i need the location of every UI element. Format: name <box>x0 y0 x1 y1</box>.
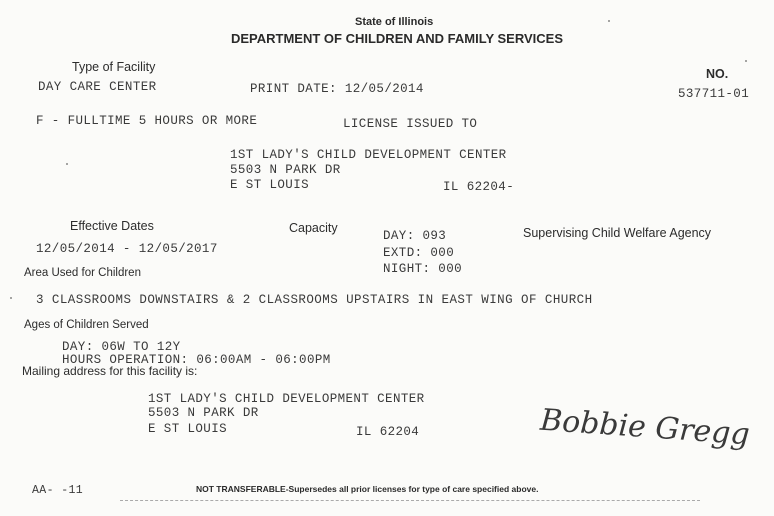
capacity-night: NIGHT: 000 <box>383 262 463 276</box>
signature: Bobbie Gregg <box>539 402 751 453</box>
mailing-name: 1ST LADY'S CHILD DEVELOPMENT CENTER <box>148 392 425 406</box>
mailing-city: E ST LOUIS <box>148 422 228 436</box>
effective-dates-value: 12/05/2014 - 12/05/2017 <box>36 242 218 256</box>
print-date: PRINT DATE: 12/05/2014 <box>250 82 424 96</box>
facility-type-label: Type of Facility <box>72 60 156 74</box>
state-title: State of Illinois <box>355 16 434 28</box>
ages-served-label: Ages of Children Served <box>24 319 149 331</box>
licensee-state-zip: IL 62204- <box>443 180 515 194</box>
mailing-street: 5503 N PARK DR <box>148 406 259 420</box>
supervising-agency-label: Supervising Child Welfare Agency <box>523 226 712 240</box>
effective-dates-label: Effective Dates <box>70 219 154 233</box>
licensee-street: 5503 N PARK DR <box>230 163 341 177</box>
hours-operation: HOURS OPERATION: 06:00AM - 06:00PM <box>62 353 331 367</box>
not-transferable-notice: NOT TRANSFERABLE-Supersedes all prior licenses for type of care specified above. <box>196 484 539 494</box>
scan-speck <box>608 20 610 22</box>
facility-type-value: DAY CARE CENTER <box>38 80 157 94</box>
scan-speck <box>745 60 747 62</box>
capacity-label: Capacity <box>289 221 338 235</box>
area-used-value: 3 CLASSROOMS DOWNSTAIRS & 2 CLASSROOMS UPSTAIRS IN EAST WING OF CHURCH <box>36 293 593 307</box>
licensee-name: 1ST LADY'S CHILD DEVELOPMENT CENTER <box>230 148 507 162</box>
licensee-city: E ST LOUIS <box>230 178 310 192</box>
license-number: 537711-01 <box>678 87 750 101</box>
department-title: DEPARTMENT OF CHILDREN AND FAMILY SERVICES <box>231 31 564 46</box>
mailing-state-zip: IL 62204 <box>356 425 420 439</box>
scan-speck <box>66 163 68 165</box>
ages-day: DAY: 06W TO 12Y <box>62 340 181 354</box>
form-id: AA- -11 <box>32 484 84 497</box>
scan-speck <box>10 297 12 299</box>
footer-rule <box>120 500 700 501</box>
license-no-label: NO. <box>706 67 729 81</box>
mailing-label: Mailing address for this facility is: <box>22 364 198 378</box>
capacity-extd: EXTD: 000 <box>383 246 455 260</box>
fulltime-line: F - FULLTIME 5 HOURS OR MORE <box>36 114 258 128</box>
capacity-day: DAY: 093 <box>383 229 447 243</box>
area-used-label: Area Used for Children <box>24 267 141 279</box>
license-issued-to: LICENSE ISSUED TO <box>343 117 478 131</box>
